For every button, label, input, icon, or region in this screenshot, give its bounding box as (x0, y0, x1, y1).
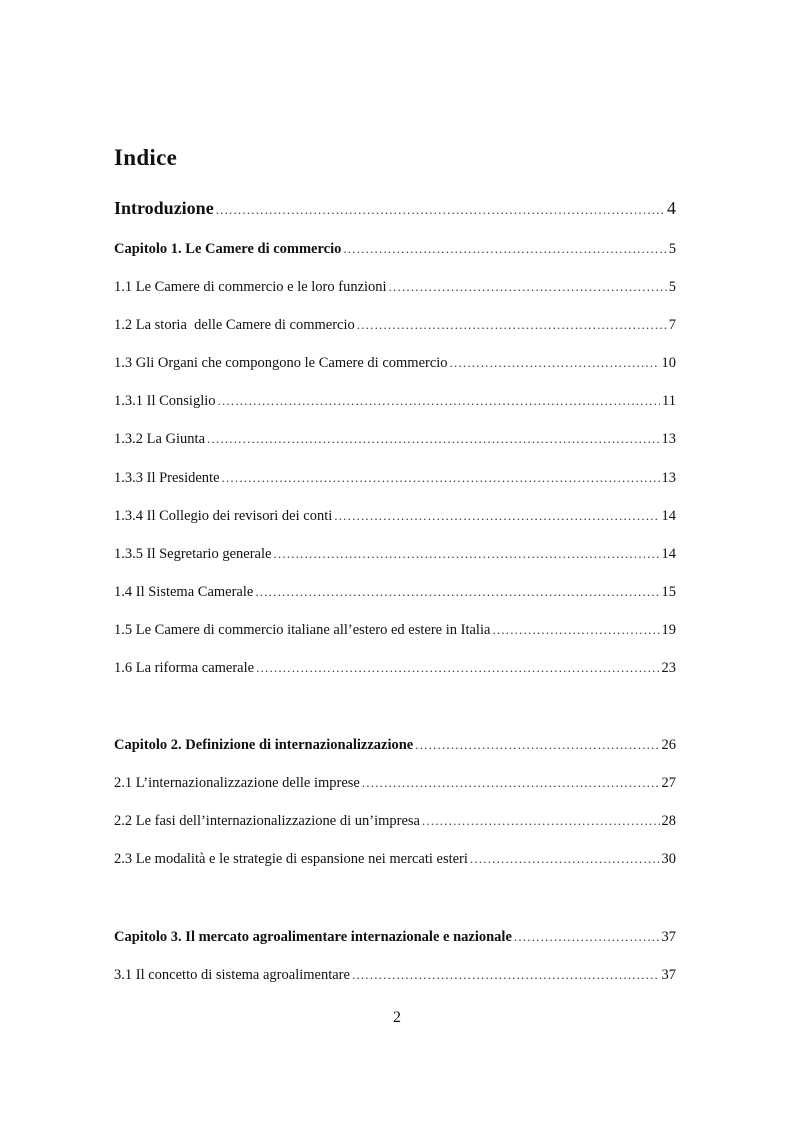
toc-entry-1-3-1[interactable] (114, 393, 676, 410)
toc-entry-1-6[interactable] (114, 660, 676, 677)
toc-entry-1-3-4[interactable] (114, 508, 676, 525)
toc-entry-label: 1.2 La storia delle Camere di commercio (114, 317, 355, 333)
dot-leader (514, 929, 660, 945)
dot-leader (362, 775, 660, 791)
toc-entry-page: 7 (668, 317, 676, 333)
toc-entry-page: 5 (668, 279, 676, 295)
toc-entry-1-3[interactable] (114, 355, 676, 372)
toc-entry-page: 11 (662, 393, 676, 409)
toc-entry-page: 26 (661, 737, 676, 753)
toc-entry-label: 1.1 Le Camere di commercio e le loro funzioni (114, 279, 387, 295)
toc-entry-page: 5 (668, 241, 676, 257)
dot-leader (470, 851, 660, 867)
toc-entry-page: 27 (661, 775, 676, 791)
toc-entry-label: 1.3.3 Il Presidente (114, 470, 220, 486)
toc-entry-label: 1.3.4 Il Collegio dei revisori dei conti (114, 508, 333, 524)
toc-entry-chapter-1[interactable] (114, 241, 676, 258)
toc-entry-3-1[interactable] (114, 967, 676, 984)
toc-entry-label: 1.3.5 Il Segretario generale (114, 546, 272, 562)
dot-leader (357, 317, 667, 333)
toc-entry-page: 28 (661, 813, 676, 829)
dot-leader (415, 737, 659, 753)
toc-entry-page: 30 (661, 851, 676, 867)
toc-entry-page: 4 (667, 198, 676, 218)
toc-entry-label: 2.2 Le fasi dell’internazionalizzazione di un’impresa (114, 813, 420, 829)
toc-entry-label: 1.3 Gli Organi che compongono le Camere di commercio (114, 355, 448, 371)
toc-entry-label: 2.1 L’internazionalizzazione delle imprese (114, 775, 360, 791)
toc-entry-2-2[interactable] (114, 813, 676, 830)
toc-entry-label: 3.1 Il concetto di sistema agroalimentare (114, 967, 350, 983)
toc-entry-label: 1.3.2 La Giunta (114, 431, 206, 447)
toc-entry-1-3-2[interactable] (114, 431, 676, 448)
dot-leader (389, 279, 667, 295)
toc-entry-page: 13 (661, 431, 676, 447)
toc-entry-chapter-2[interactable] (114, 737, 676, 754)
toc-entry-1-2[interactable] (114, 317, 676, 334)
toc-entry-page: 23 (661, 660, 676, 676)
toc-entry-page: 14 (661, 546, 676, 562)
dot-leader (255, 584, 659, 600)
dot-leader (273, 546, 659, 562)
dot-leader (492, 622, 659, 638)
toc-entry-2-1[interactable] (114, 775, 676, 792)
toc-heading: Indice (114, 145, 178, 170)
toc-entry-label: Capitolo 2. Definizione di internazionalizzazione (114, 737, 414, 753)
toc-entry-1-3-3[interactable] (114, 470, 676, 487)
toc-entry-page: 14 (661, 508, 676, 524)
toc-entry-1-1[interactable] (114, 279, 676, 296)
page-number: 2 (393, 1009, 401, 1026)
toc-entry-label: 1.6 La riforma camerale (114, 660, 255, 676)
dot-leader (218, 393, 661, 409)
dot-leader (256, 660, 659, 676)
toc-entry-page: 10 (661, 355, 676, 371)
dot-leader (216, 202, 665, 218)
dot-leader (207, 431, 659, 447)
toc-entry-chapter-3[interactable] (114, 929, 676, 946)
toc-entry-page: 37 (661, 967, 676, 983)
toc-entry-1-3-5[interactable] (114, 546, 676, 563)
toc-entry-1-5[interactable] (114, 622, 676, 639)
toc-entry-label: 1.4 Il Sistema Camerale (114, 584, 254, 600)
dot-leader (334, 508, 659, 524)
toc-entry-introduzione[interactable] (114, 198, 676, 219)
toc-entry-label: 1.5 Le Camere di commercio italiane all’estero ed estere in Italia (114, 622, 491, 638)
toc-entry-page: 19 (661, 622, 676, 638)
dot-leader (352, 967, 660, 983)
toc-entry-label: Capitolo 3. Il mercato agroalimentare internazionale e nazionale (114, 929, 512, 945)
toc-entry-label: Capitolo 1. Le Camere di commercio (114, 241, 342, 257)
dot-leader (222, 470, 660, 486)
dot-leader (343, 241, 666, 257)
toc-entry-page: 15 (661, 584, 676, 600)
toc-entry-page: 37 (661, 929, 676, 945)
toc-entry-2-3[interactable] (114, 851, 676, 868)
dot-leader (450, 355, 660, 371)
toc-entry-label: 2.3 Le modalità e le strategie di espansione nei mercati esteri (114, 851, 468, 867)
toc-entry-label: Introduzione (114, 198, 214, 218)
toc-entry-page: 13 (661, 470, 676, 486)
toc-entry-label: 1.3.1 Il Consiglio (114, 393, 216, 409)
dot-leader (422, 813, 660, 829)
toc-entry-1-4[interactable] (114, 584, 676, 601)
